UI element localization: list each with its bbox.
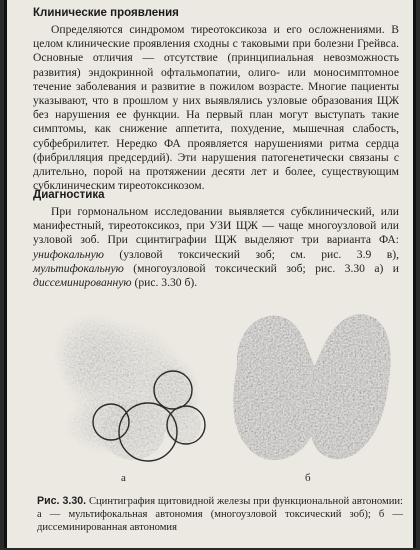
clinical-paragraph: Определяются синдромом тиреотоксикоза и его осложнениями. В целом клинические проявления сходны с таковыми при болезни Грейвса. Основные отличия — отсутствие (принципиальная невозможность развития) эндокринной офтальмопатии, олиго- или моносимптомное течение заболевания и развитие в пожилом возрасте. Многие пациенты указывают, что в прошлом у них выявлялись узловые образования ЩЖ без нарушения ее функции. На первый план могут выступать такие симптомы, как снижение аппетита, похудение, мышечная слабость, субфебрилитет. Нередко ФА проявляется нарушениями ритма сердца (фибрилляция предсердий). Эти нарушения патогенетически связаны с длительно, порой на протяжении десяти лет и более, существующим субклиническим тиреотоксикозом. — [33, 23, 399, 193]
book-page — [4, 0, 416, 548]
section-heading-diagnostics: Диагностика — [33, 189, 105, 201]
scintigram-b-image — [215, 296, 407, 474]
caption-text: Сцинтиграфия щитовидной железы при функциональной автономии: а — мультифокальная автономия (многоузловой токсический зоб); б — диссеминированная автономия — [37, 496, 403, 533]
scintigram-a-image — [33, 300, 209, 470]
figure-label-b: б — [305, 472, 311, 484]
section-diagnostics — [33, 188, 399, 290]
section-clinical — [33, 6, 399, 193]
diag-text-start: При гормональном исследовании выявляется субклинический, или манифестный, тиреотоксикоз, при УЗИ ЩЖ — чаще многоузловой или узловой зоб. При сцинтиграфии ЩЖ выделяют три варианта ФА: — [33, 205, 399, 247]
term-unifocal: унифокальную — [33, 247, 104, 261]
section-heading-clinical: Клинические проявления — [33, 7, 179, 19]
diag-text-end: (рис. 3.30 б). — [131, 276, 198, 290]
diag-text-mid1: (узловой токсический зоб; см. рис. 3.9 в), — [103, 247, 399, 261]
figure-caption — [37, 495, 403, 534]
caption-title: Рис. 3.30. — [37, 495, 87, 507]
term-disseminated: диссеминированную — [33, 276, 132, 290]
diag-text-mid2: (многоузловой токсический зоб; рис. 3.30 а) и — [123, 261, 399, 275]
diagnostics-paragraph — [33, 205, 399, 290]
figure-label-a: а — [121, 472, 126, 484]
term-multifocal: мультифокальную — [33, 261, 124, 275]
